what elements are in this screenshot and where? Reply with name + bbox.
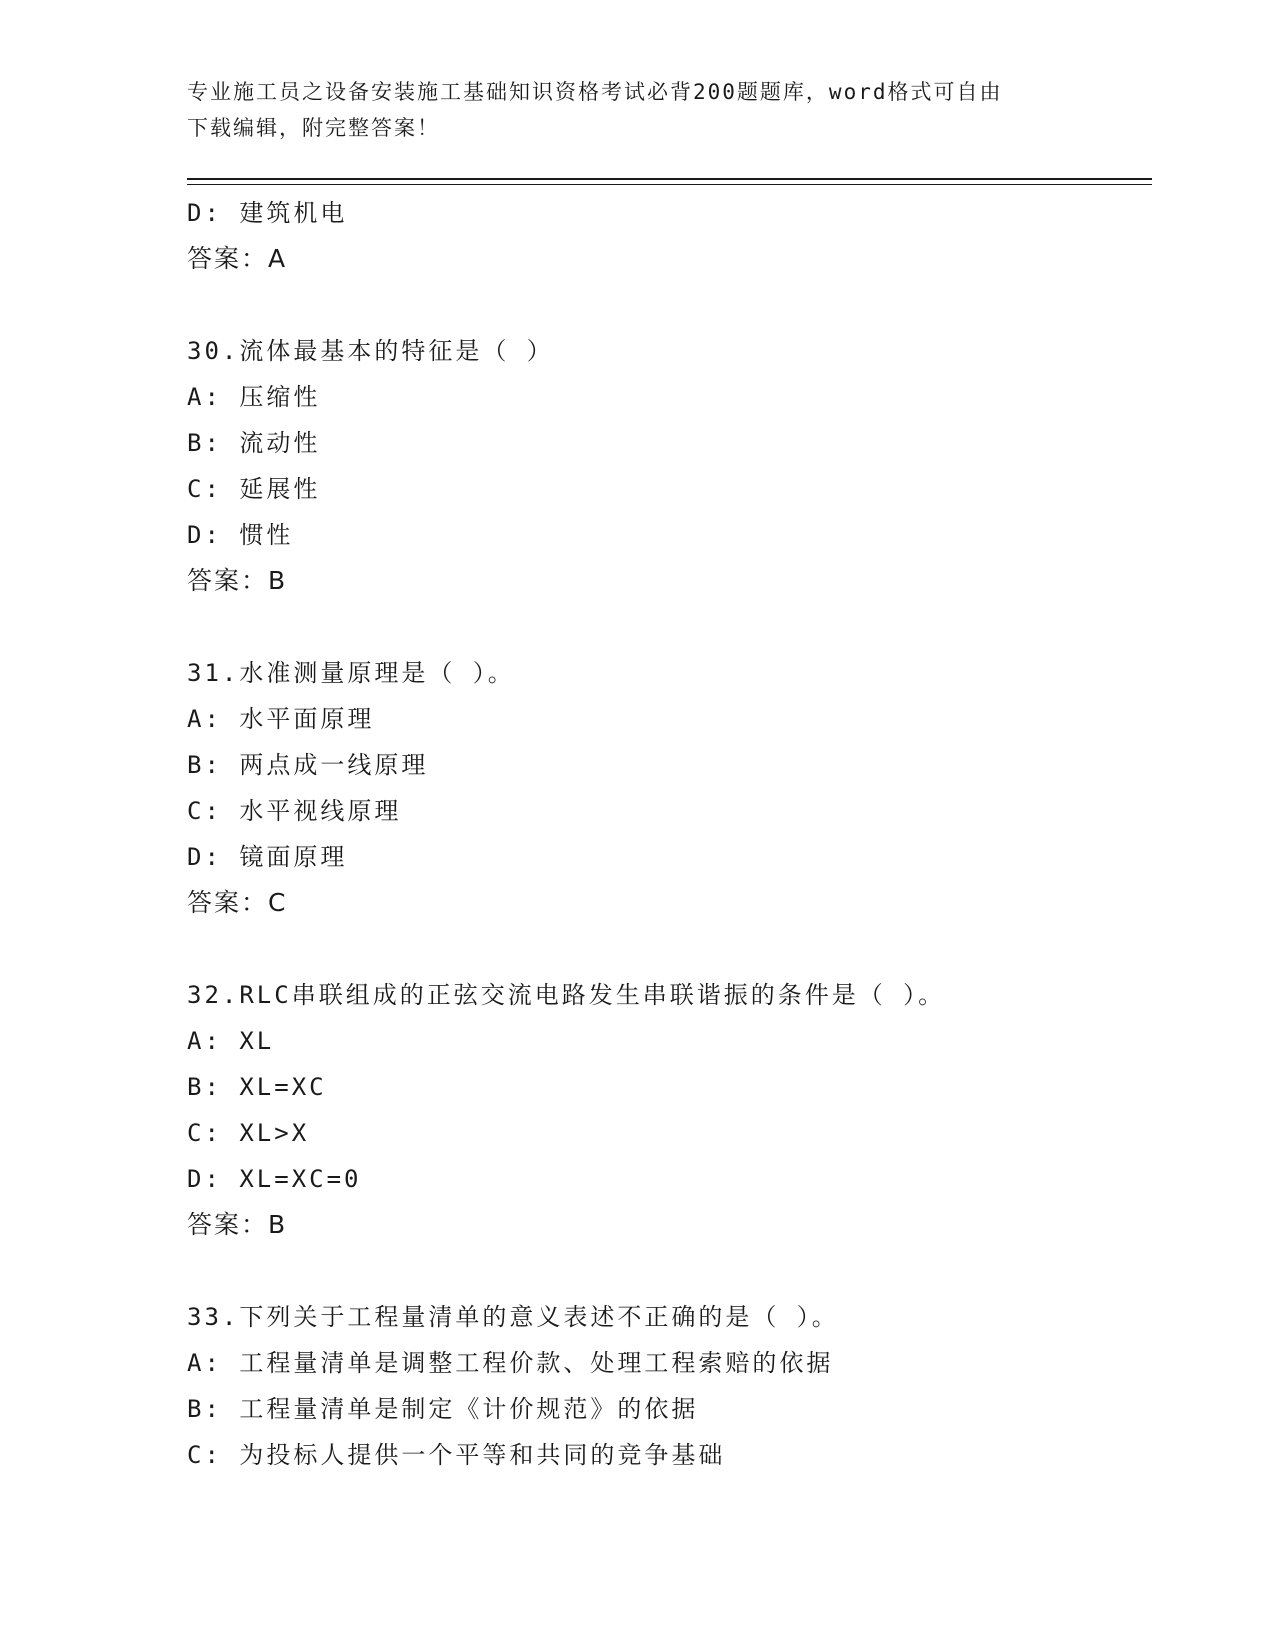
- question-stem: 32.RLC串联组成的正弦交流电路发生串联谐振的条件是（ ）。: [187, 981, 946, 1009]
- option-a: A: XL: [187, 1027, 275, 1055]
- answer-line: 答案：A: [187, 244, 288, 273]
- document-header: [187, 74, 1067, 146]
- option-b: B: XL=XC: [187, 1073, 327, 1101]
- header-rule-thick: [187, 178, 1152, 180]
- header-line-1: 专业施工员之设备安装施工基础知识资格考试必背200题题库，word格式可自由: [187, 80, 1003, 104]
- answer-line: 答案：B: [187, 1210, 288, 1239]
- header-rule-thin: [187, 184, 1152, 185]
- option-b: B: 工程量清单是制定《计价规范》的依据: [187, 1395, 699, 1423]
- option-a: A: 工程量清单是调整工程价款、处理工程索赔的依据: [187, 1349, 834, 1377]
- option-b: B: 两点成一线原理: [187, 751, 429, 779]
- question-33: [187, 1294, 1152, 1478]
- option-d: D: 惯性: [187, 521, 294, 549]
- spacer: [187, 926, 1152, 972]
- option-d: D: 建筑机电: [187, 199, 348, 227]
- spacer: [187, 604, 1152, 650]
- header-line-2: 下载编辑，附完整答案！: [187, 116, 440, 140]
- option-a: A: 压缩性: [187, 383, 321, 411]
- option-a: A: 水平面原理: [187, 705, 375, 733]
- question-31: [187, 650, 1152, 926]
- question-30: [187, 328, 1152, 604]
- option-c: C: XL>X: [187, 1119, 310, 1147]
- answer-line: 答案：B: [187, 566, 288, 595]
- question-stem: 33.下列关于工程量清单的意义表述不正确的是（ ）。: [187, 1303, 839, 1331]
- option-d: D: XL=XC=0: [187, 1165, 362, 1193]
- option-d: D: 镜面原理: [187, 843, 348, 871]
- spacer: [187, 1248, 1152, 1294]
- option-c: C: 水平视线原理: [187, 797, 402, 825]
- option-c: C: 为投标人提供一个平等和共同的竞争基础: [187, 1441, 726, 1469]
- question-32: [187, 972, 1152, 1248]
- option-b: B: 流动性: [187, 429, 321, 457]
- spacer: [187, 282, 1152, 328]
- question-stem: 31.水准测量原理是（ ）。: [187, 659, 515, 687]
- answer-line: 答案：C: [187, 888, 288, 917]
- question-stem: 30.流体最基本的特征是（ ）: [187, 337, 554, 365]
- question-list: [187, 190, 1152, 1478]
- option-c: C: 延展性: [187, 475, 321, 503]
- previous-question-fragment: [187, 190, 1152, 282]
